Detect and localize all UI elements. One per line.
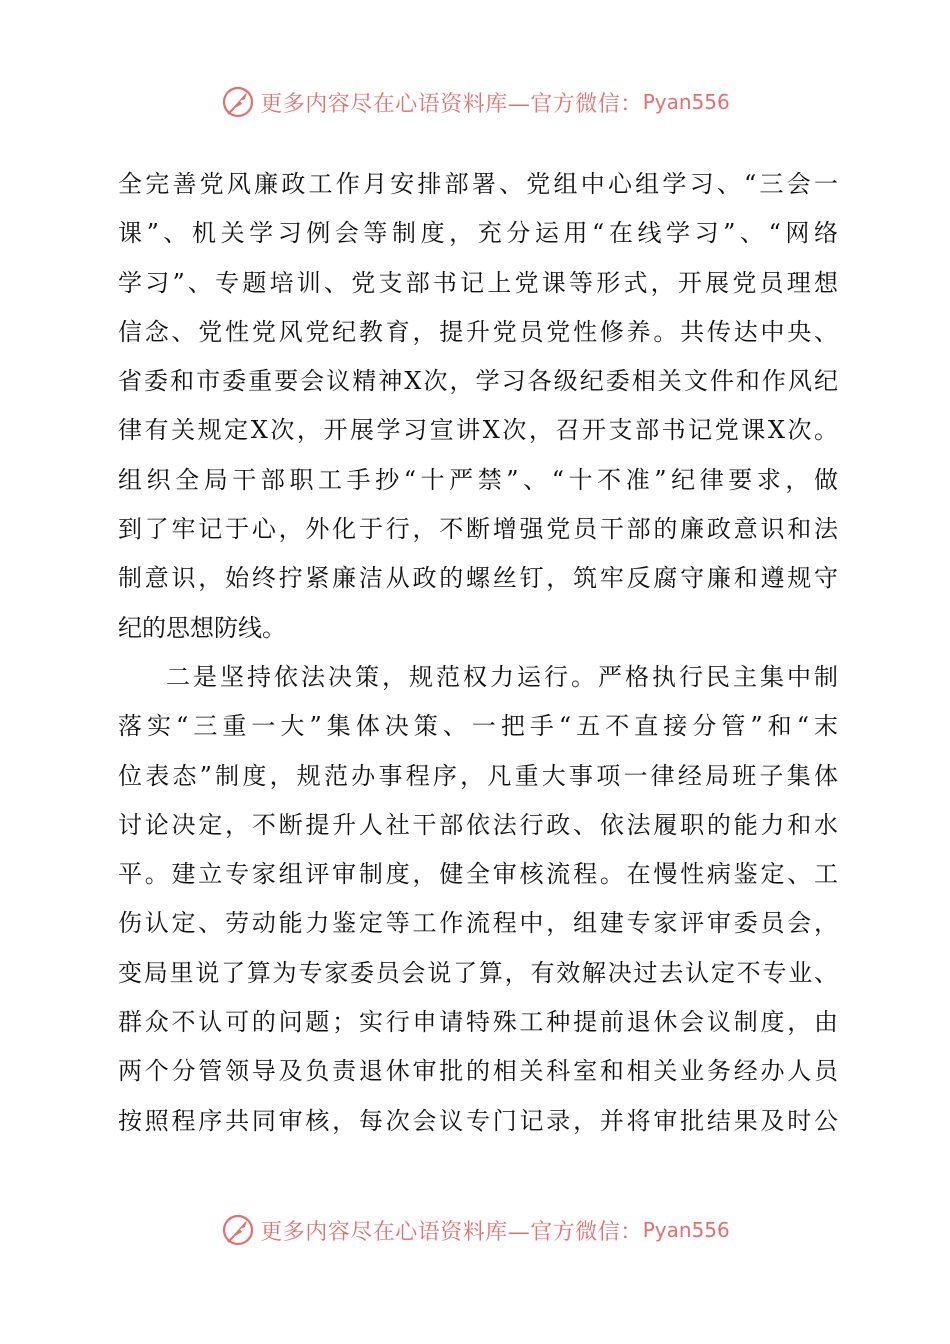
body-line: 变局里说了算为专家委员会说了算，有效解决过去认定不专业、 [118,958,838,987]
body-line: 到了牢记于心，外化于行，不断增强党员干部的廉政意识和法 [118,515,838,544]
document-body [118,160,838,1146]
body-line: 制意识，始终拧紧廉洁从政的螺丝钉，筑牢反腐守廉和遵规守 [118,564,838,593]
body-line: 位表态”制度，规范办事程序，凡重大事项一律经局班子集体 [118,761,838,790]
body-line: 落实“三重一大”集体决策、一把手“五不直接分管”和“末 [118,712,838,741]
body-line: 全完善党风廉政工作月安排部署、党组中心组学习、“三会一 [118,170,838,198]
footer-banner [0,1210,950,1250]
footer-banner-text: 更多内容尽在心语资料库—官方微信： [260,1219,643,1245]
body-line: 课”、机关学习例会等制度，充分运用“在线学习”、“网络 [118,219,838,248]
body-line: 省委和市委重要会议精神X次，学习各级纪委相关文件和作风纪 [118,367,838,396]
body-line: 讨论决定，不断提升人社干部依法行政、依法履职的能力和水 [118,810,838,839]
body-line: 纪的思想防线。 [118,613,286,642]
header-banner [0,82,950,122]
body-line: 组织全局干部职工手抄“十严禁”、“十不准”纪律要求，做 [118,465,838,494]
body-line: 学习”、专题培训、党支部书记上党课等形式，开展党员理想 [118,268,838,297]
paragraph-start-line: 二是坚持依法决策，规范权力运行。严格执行民主集中制 [166,662,838,691]
body-line: 伤认定、劳动能力鉴定等工作流程中，组建专家评审委员会， [118,909,838,938]
quill-pen-logo-icon [220,84,256,120]
body-line: 平。建立专家组评审制度，健全审核流程。在慢性病鉴定、工 [118,860,838,889]
footer-wechat-id: Pyan556 [642,1218,730,1242]
quill-pen-logo-icon [220,1212,256,1248]
header-banner-text: 更多内容尽在心语资料库—官方微信： [260,91,643,117]
body-line: 群众不认可的问题；实行申请特殊工种提前退休会议制度，由 [118,1008,838,1037]
body-line: 信念、党性党风党纪教育，提升党员党性修养。共传达中央、 [118,317,838,346]
body-line: 按照程序共同审核，每次会议专门记录，并将审批结果及时公 [118,1106,838,1135]
header-wechat-id: Pyan556 [642,90,730,114]
body-line: 律有关规定X次，开展学习宣讲X次，召开支部书记党课X次。 [118,416,838,445]
body-line: 两个分管领导及负责退休审批的相关科室和相关业务经办人员 [118,1057,838,1086]
